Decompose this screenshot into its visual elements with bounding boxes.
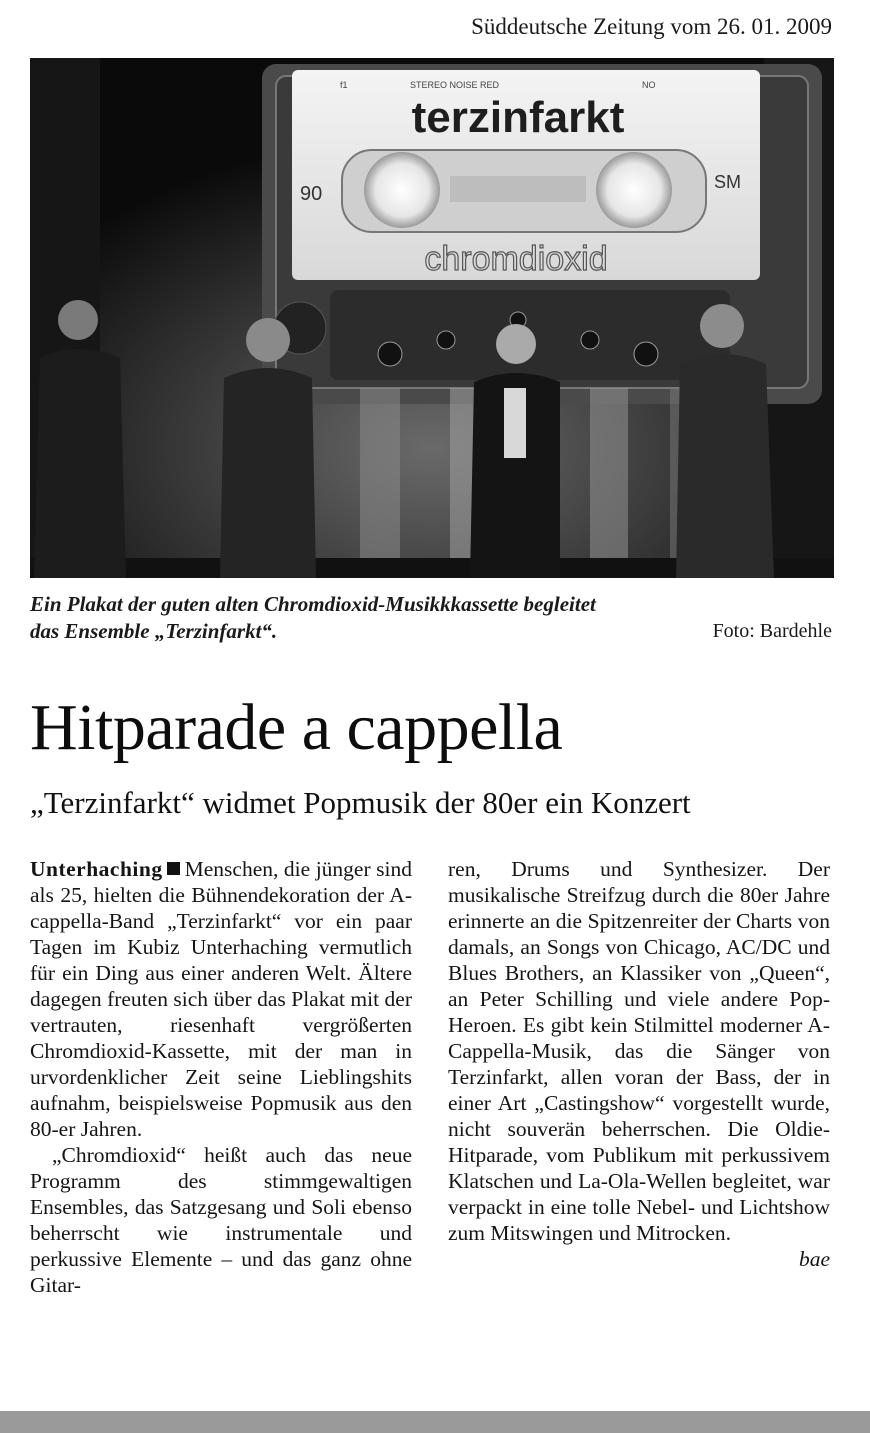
- article-paragraph-3: ren, Drums und Synthesizer. Der musikalische Streifzug durch die 80er Jahre erinnerte an die Spitzenreiter der Charts von damals, an Songs von Chicago, AC/DC und Blues Brothers, an Klassiker von „Queen“, an Peter Schilling und viele andere Pop-Heroen. Es gibt kein Stilmittel moderner A-Cappella-Musik, das die Sänger von Terzinfarkt, allen voran der Bass, der in einer Art „Castingshow“ vorgestellt wurde, nicht souverän beherrschen. Die Oldie-Hitparade, vom Publikum mit perkussivem Klatschen und La-Ola-Wellen begleitet, war verpackt in eine tolle Nebel- und Lichtshow zum Mitswingen und Mitrocken.: [448, 857, 830, 1245]
- cassette-top-left: f1: [340, 80, 348, 90]
- cassette-top-right: NO: [642, 80, 656, 90]
- cassette-type: SM: [714, 172, 741, 192]
- headline: Hitparade a cappella: [30, 691, 563, 764]
- concert-photo: [30, 58, 834, 578]
- scan-bottom-edge: [0, 1411, 870, 1433]
- paragraph-1-text: Menschen, die jünger sind als 25, hielten die Bühnendekoration der A-cappella-Band „Terzinfarkt“ vor ein paar Tagen im Kubiz Unterhaching vermutlich für ein Ding aus einer anderen Welt. Ältere dagegen freuten sich über das Plakat mit der vertrauten, riesenhaft vergrößerten Chromdioxid-Kassette, mit der man in urvordenklicher Zeit seine Lieblingshits aufnahm, beispielsweise Popmusik aus den 80-er Jahren.: [30, 857, 412, 1141]
- article-paragraph-1: [30, 856, 412, 1142]
- cassette-label-text: chromdioxid: [424, 240, 608, 278]
- article-column-right: [448, 856, 830, 1272]
- dateline: Unterhaching: [30, 857, 163, 881]
- separator-square-icon: [167, 862, 180, 875]
- cassette-top-mid: STEREO NOISE RED: [410, 80, 500, 90]
- photo-credit: Foto: Bardehle: [712, 620, 832, 642]
- newspaper-source: Süddeutsche Zeitung vom 26. 01. 2009: [471, 14, 832, 39]
- article-paragraph-2: „Chromdioxid“ heißt auch das neue Programm des stimmgewaltigen Ensembles, das Satzgesang und Soli ebenso beherrscht wie instrumentale und perkussive Elemente – und das ganz ohne Gitar-: [30, 1143, 412, 1297]
- article-column-left: [30, 856, 412, 1298]
- cassette-brand: terzinfarkt: [411, 93, 625, 142]
- cassette-length: 90: [300, 183, 323, 205]
- photo-caption: [30, 591, 834, 645]
- caption-line-1: Ein Plakat der guten alten Chromdioxid-Musikkkassette begleitet: [30, 592, 596, 616]
- subheadline: „Terzinfarkt“ widmet Popmusik der 80er ein Konzert: [30, 785, 691, 820]
- caption-line-2: das Ensemble „Terzinfarkt“.: [30, 619, 278, 643]
- author-initials: bae: [798, 1247, 830, 1271]
